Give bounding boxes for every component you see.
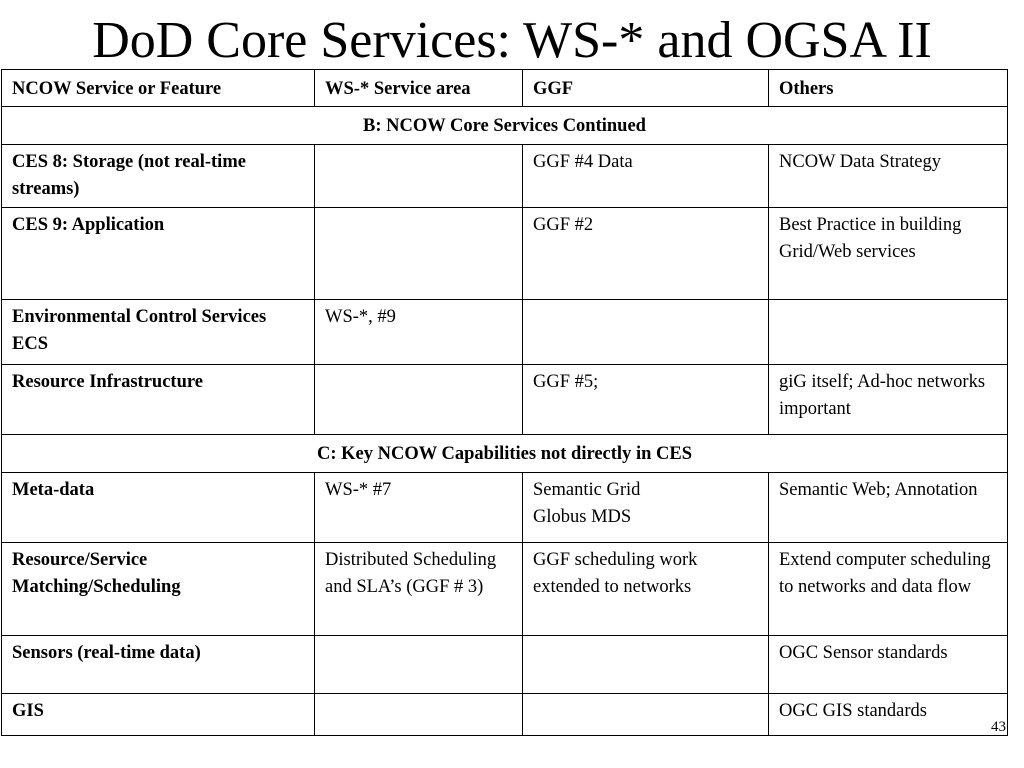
feature-cell: Resource Infrastructure [2, 365, 315, 435]
ggf-cell [523, 694, 769, 736]
table-header-row [2, 70, 1008, 107]
ws-cell [315, 365, 523, 435]
table-row [2, 145, 1008, 208]
feature-cell: Meta-data [2, 473, 315, 543]
feature-cell: CES 8: Storage (not real-time streams) [2, 145, 315, 208]
ws-cell: WS-*, #9 [315, 300, 523, 365]
ggf-cell [523, 543, 769, 636]
others-cell: giG itself; Ad-hoc networks important [769, 365, 1008, 435]
column-header: Others [769, 70, 1008, 107]
others-cell: Semantic Web; Annotation [769, 473, 1008, 543]
ggf-cell [523, 300, 769, 365]
page-number: 43 [991, 719, 1006, 735]
others-cell: OGC Sensor standards [769, 636, 1008, 694]
ggf-line: GGF #2 [533, 215, 594, 235]
others-cell: Extend computer scheduling to networks and data flow [769, 543, 1008, 636]
others-cell: NCOW Data Strategy [769, 145, 1008, 208]
column-header: NCOW Service or Feature [2, 70, 315, 107]
section-row [2, 107, 1008, 145]
ws-cell [315, 208, 523, 300]
others-cell: Best Practice in building Grid/Web services [769, 208, 1008, 300]
ggf-line: GGF scheduling work extended to networks [533, 550, 698, 597]
ggf-line: Semantic Grid [533, 480, 641, 500]
table-row [2, 636, 1008, 694]
feature-cell: Resource/Service Matching/Scheduling [2, 543, 315, 636]
section-heading: B: NCOW Core Services Continued [2, 107, 1008, 145]
table-row [2, 208, 1008, 300]
table-row [2, 473, 1008, 543]
feature-cell: Environmental Control Services ECS [2, 300, 315, 365]
others-cell: OGC GIS standards [769, 694, 1008, 736]
ws-cell [315, 636, 523, 694]
feature-cell: GIS [2, 694, 315, 736]
table-row [2, 543, 1008, 636]
ws-cell: WS-* #7 [315, 473, 523, 543]
table-row [2, 300, 1008, 365]
ggf-cell [523, 145, 769, 208]
ws-cell: Distributed Scheduling and SLA’s (GGF # 3) [315, 543, 523, 636]
ggf-cell [523, 365, 769, 435]
table-row [2, 365, 1008, 435]
section-heading: C: Key NCOW Capabilities not directly in CES [2, 435, 1008, 473]
column-header: WS-* Service area [315, 70, 523, 107]
ggf-line: Globus MDS [533, 507, 632, 527]
services-table [1, 69, 1008, 736]
ggf-line: GGF #4 Data [533, 152, 633, 172]
ggf-cell [523, 208, 769, 300]
section-row [2, 435, 1008, 473]
feature-cell: CES 9: Application [2, 208, 315, 300]
others-cell [769, 300, 1008, 365]
column-header: GGF [523, 70, 769, 107]
ggf-cell [523, 473, 769, 543]
ws-cell [315, 694, 523, 736]
slide-title: DoD Core Services: WS-* and OGSA II [92, 12, 932, 69]
table-row [2, 694, 1008, 736]
ggf-line: GGF #5; [533, 372, 599, 392]
feature-cell: Sensors (real-time data) [2, 636, 315, 694]
ggf-cell [523, 636, 769, 694]
ws-cell [315, 145, 523, 208]
